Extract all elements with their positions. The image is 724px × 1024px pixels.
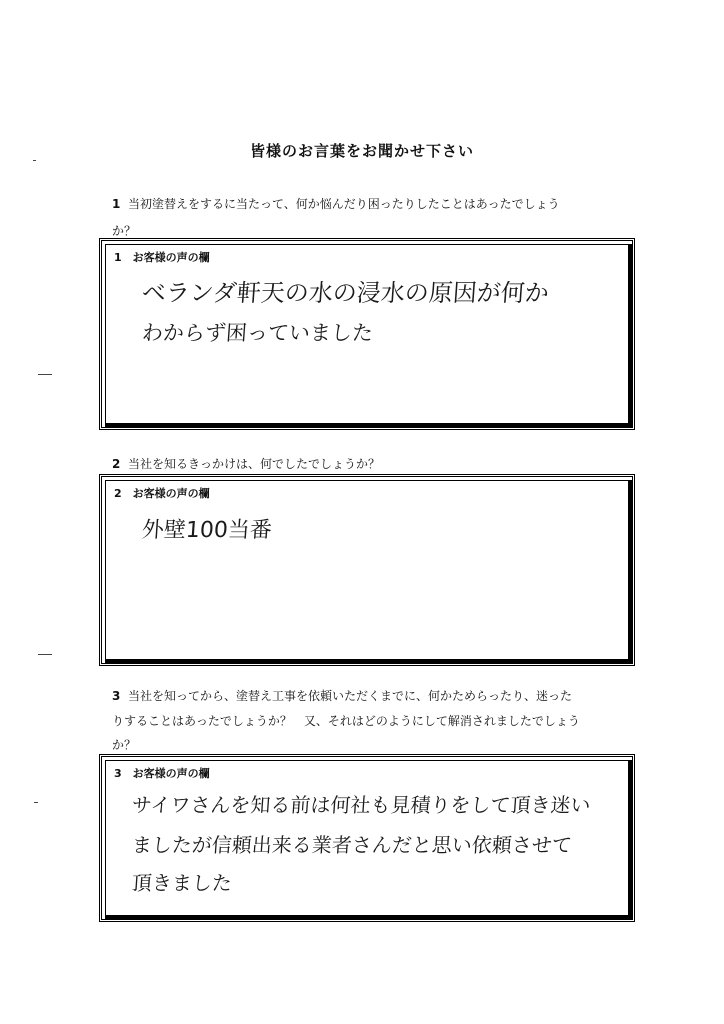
answer-box-border xyxy=(105,480,632,663)
handwritten-answer-line: ましたが信頼出来る業者さんだと思い依頼させて xyxy=(131,833,573,857)
question-number: 1 xyxy=(112,197,121,211)
question-2 xyxy=(112,452,642,476)
scan-mark xyxy=(38,654,52,655)
handwritten-answer-line: わからず困っていました xyxy=(141,321,374,345)
answer-box-label: 3 お客様の声の欄 xyxy=(114,767,210,780)
scan-mark xyxy=(33,160,36,161)
handwritten-answer-line: ベランダ軒天の水の浸水の原因が何か xyxy=(140,279,550,307)
question-1-continuation: か？ xyxy=(112,224,137,238)
scan-mark xyxy=(34,802,38,803)
question-text: 当社を知るきっかけは、何でしたでしょうか？ xyxy=(128,457,381,471)
handwritten-answer-line: サイワさんを知る前は何社も見積りをして頂き迷い xyxy=(131,793,592,817)
answer-box-3 xyxy=(99,754,635,922)
question-3 xyxy=(112,684,642,708)
question-text: 当初塗替えをするに当たって、何か悩んだり困ったりしたことはあったでしょう xyxy=(128,197,560,211)
question-number: 2 xyxy=(112,457,121,471)
handwritten-answer-line: 外壁100当番 xyxy=(140,518,273,543)
handwritten-answer-line: 頂きました xyxy=(131,871,233,895)
question-1 xyxy=(112,192,642,216)
answer-box-1 xyxy=(99,238,635,430)
page-title: 皆様のお言葉をお聞かせ下さい xyxy=(249,142,474,160)
answer-box-label: 1 お客様の声の欄 xyxy=(114,251,210,264)
question-3-continuation: か？ xyxy=(112,738,137,752)
answer-box-label: 2 お客様の声の欄 xyxy=(114,487,210,500)
question-number: 3 xyxy=(112,689,121,703)
question-3-continuation: りすることはあったでしょうか？ 又、それはどのようにして解消されましたでしょう xyxy=(112,714,580,728)
scan-mark xyxy=(38,374,52,375)
answer-box-2 xyxy=(99,474,635,666)
question-text: 当社を知ってから、塗替え工事を依頼いただくまでに、何かためらったり、迷った xyxy=(128,689,573,703)
